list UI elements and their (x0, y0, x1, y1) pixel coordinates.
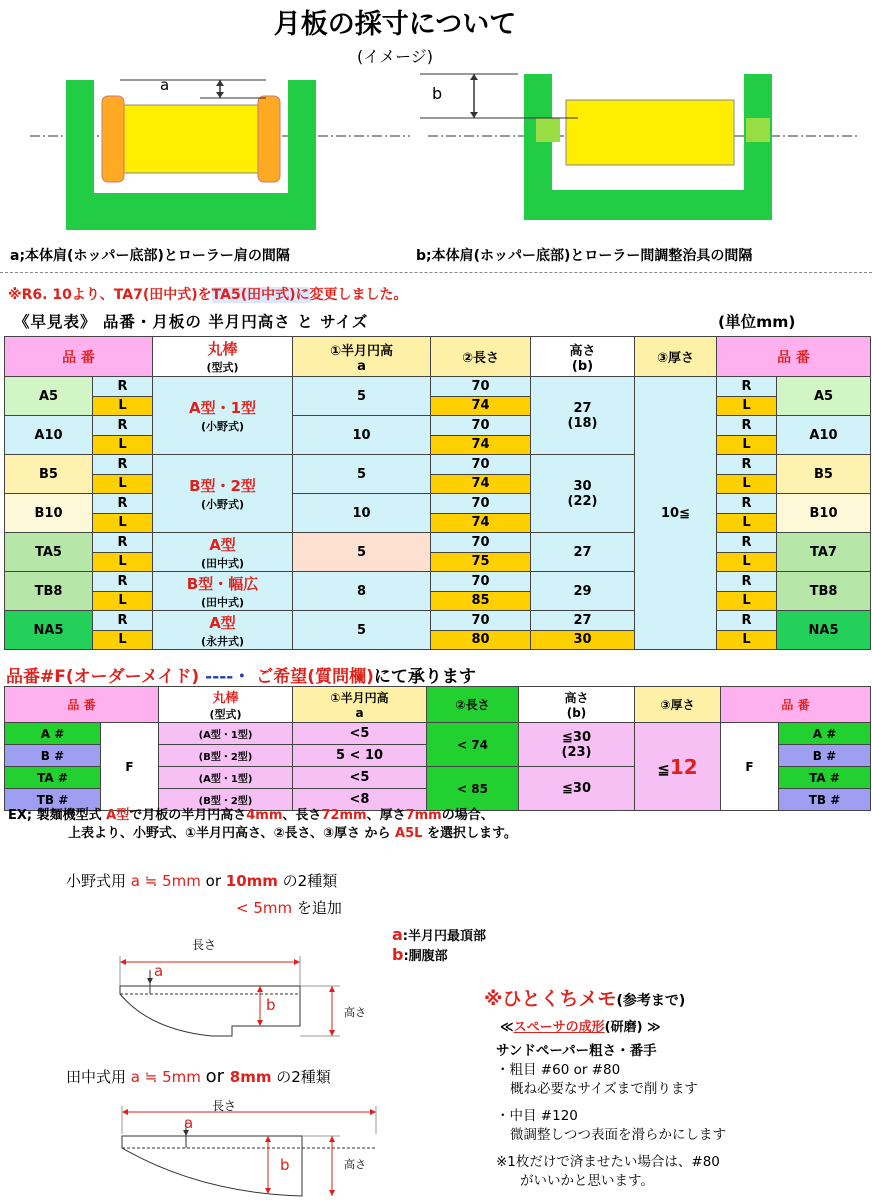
order-a: <5 (293, 767, 427, 789)
row-l-right: L (717, 474, 777, 494)
order-len1: < 74 (427, 723, 519, 767)
length-l: 74 (431, 396, 531, 416)
a-value: 5 (293, 455, 431, 494)
a-value: 5 (293, 611, 431, 650)
row-r: R (93, 572, 153, 592)
row-r-right: R (717, 533, 777, 553)
diagram-b-label: b (432, 84, 443, 103)
header-marubo: 丸棒 (型式) (153, 337, 293, 377)
order-header-hinban-right: 品 番 (721, 687, 871, 723)
fig2-length: 長さ (212, 1099, 237, 1113)
row-r: R (93, 533, 153, 553)
quick-table-title: 《早見表》 品番・月板の 半月円高さ と サイズ (14, 313, 369, 331)
row-name-right-ta7: TA7 (777, 533, 871, 572)
length-r: 70 (431, 611, 531, 631)
height-ab: 27 (18) (531, 377, 635, 455)
ono-line: 小野式用 a ≒ 5mm or 10mm の2種類 (66, 872, 338, 890)
row-l: L (93, 630, 153, 650)
order-name-tb: TB # (5, 789, 101, 811)
order-name-right-b: B # (779, 745, 871, 767)
row-l-right: L (717, 552, 777, 572)
order-header-takasa: 高さ (b) (519, 687, 635, 723)
fig1-b: b (266, 996, 276, 1014)
header-takasa: 高さ (b) (531, 337, 635, 377)
height-na-r: 27 (531, 611, 635, 631)
height-b: 30 (22) (531, 455, 635, 533)
a-value: 8 (293, 572, 431, 611)
row-name-right-b5: B5 (777, 455, 871, 494)
row-r: R (93, 377, 153, 397)
type-a1-ono: A型・1型 (小野式) (153, 377, 293, 455)
row-l: L (93, 552, 153, 572)
row-l-right: L (717, 630, 777, 650)
height-tb: 29 (531, 572, 635, 611)
fig2-a: a (184, 1114, 194, 1132)
header-hinban-right: 品 番 (717, 337, 871, 377)
row-name-right-tb8: TB8 (777, 572, 871, 611)
row-r: R (93, 611, 153, 631)
type-a-tanaka: A型 (田中式) (153, 533, 293, 572)
figure-tanaka (110, 1098, 400, 1198)
order-name-ta: TA # (5, 767, 101, 789)
memo-subtitle: ≪スペーサの成形(研磨) ≫ (500, 1020, 661, 1035)
row-l-right: L (717, 435, 777, 455)
row-name-a5: A5 (5, 377, 93, 416)
memo-title: ※ひとくちメモ(参考まで) (484, 988, 686, 1010)
length-r: 70 (431, 494, 531, 514)
order-title: 品番#F(オーダーメイド) ‐‐‐‐・ ご希望(質問欄)にて承ります (6, 667, 476, 687)
row-l-right: L (717, 396, 777, 416)
length-l: 75 (431, 552, 531, 572)
order-type: (B型・2型) (159, 745, 293, 767)
divider (0, 272, 872, 273)
unit-label: (単位mm) (718, 313, 796, 331)
row-name-tb8: TB8 (5, 572, 93, 611)
row-name-a10: A10 (5, 416, 93, 455)
row-r: R (93, 416, 153, 436)
example-text: EX; 製麺機型式 A型で月板の半月円高さ4mm、長さ72mm、厚さ7mmの場合、 上表より、小野式、①半月円高さ、②長さ、③厚さ から A5L を選択します。 (8, 808, 517, 841)
a-value: 10 (293, 416, 431, 455)
row-l: L (93, 513, 153, 533)
order-name-a: A # (5, 723, 101, 745)
height-na-l: 30 (531, 630, 635, 650)
page-title: 月板の採寸について (273, 9, 517, 40)
type-b2-ono: B型・2型 (小野式) (153, 455, 293, 533)
diagram-b (418, 60, 868, 240)
length-l: 80 (431, 630, 531, 650)
row-r: R (93, 494, 153, 514)
row-r-right: R (717, 416, 777, 436)
row-name-right-a5: A5 (777, 377, 871, 416)
order-len2: < 85 (427, 767, 519, 811)
caption-b: b;本体肩(ホッパー底部)とローラー間調整治具の間隔 (416, 248, 753, 264)
row-l-right: L (717, 513, 777, 533)
order-name-right-tb: TB # (779, 789, 871, 811)
diagram-a (0, 60, 420, 240)
row-l: L (93, 474, 153, 494)
length-l: 74 (431, 513, 531, 533)
order-table (4, 686, 871, 811)
fig2-height: 高さ (344, 1158, 366, 1171)
legend: a:半月円最頂部 b:胴腹部 (392, 925, 486, 964)
row-l-right: L (717, 591, 777, 611)
order-thickness: ≦12 (635, 723, 721, 811)
order-f: F (101, 723, 159, 811)
fig1-length: 長さ (192, 938, 217, 952)
row-name-right-b10: B10 (777, 494, 871, 533)
order-name-b: B # (5, 745, 101, 767)
row-r-right: R (717, 572, 777, 592)
length-r: 70 (431, 377, 531, 397)
ono-add: < 5mm を追加 (236, 899, 342, 917)
main-table (4, 336, 871, 650)
order-header-hinban: 品 番 (5, 687, 159, 723)
order-header-hangetsu: ①半月円高 a (293, 687, 427, 723)
row-r-right: R (717, 455, 777, 475)
order-name-right-a: A # (779, 723, 871, 745)
row-r: R (93, 455, 153, 475)
order-a: <8 (293, 789, 427, 811)
thickness-value: 10≦ (635, 377, 717, 650)
diagram-a-label: a (160, 76, 170, 94)
order-f-right: F (721, 723, 779, 811)
row-r-right: R (717, 494, 777, 514)
order-a: 5 < 10 (293, 745, 427, 767)
order-height1: ≦30 (23) (519, 723, 635, 767)
order-type: (B型・2型) (159, 789, 293, 811)
header-nagasa: ②長さ (431, 337, 531, 377)
length-r: 70 (431, 416, 531, 436)
length-l: 74 (431, 474, 531, 494)
order-type: (A型・1型) (159, 767, 293, 789)
a-value: 5 (293, 533, 431, 572)
order-name-right-ta: TA # (779, 767, 871, 789)
notice-text: ※R6. 10より、TA7(田中式)をTA5(田中式)に変更しました。 (8, 287, 408, 303)
row-name-b5: B5 (5, 455, 93, 494)
height-ta: 27 (531, 533, 635, 572)
row-l: L (93, 435, 153, 455)
row-name-right-na5: NA5 (777, 611, 871, 650)
fig1-a: a (154, 962, 164, 980)
caption-a: a;本体肩(ホッパー底部)とローラー肩の間隔 (10, 248, 290, 264)
tanaka-line: 田中式用 a ≒ 5mm or 8mm の2種類 (66, 1066, 331, 1087)
length-r: 70 (431, 572, 531, 592)
length-l: 74 (431, 435, 531, 455)
row-l: L (93, 396, 153, 416)
fig1-height: 高さ (344, 1006, 366, 1019)
header-atsusa: ③厚さ (635, 337, 717, 377)
order-a: <5 (293, 723, 427, 745)
page-subtitle: (イメージ) (356, 47, 433, 66)
order-header-nagasa: ②長さ (427, 687, 519, 723)
length-r: 70 (431, 455, 531, 475)
a-value: 10 (293, 494, 431, 533)
row-name-ta5: TA5 (5, 533, 93, 572)
memo-body: サンドペーパー粗さ・番手 ・粗目 #60 or #80 概ね必要なサイズまで削ります ・中目 #120 微調整しつつ表面を滑らかにします ※1枚だけで済ませたい場合は、#80 がいいかと思います。 (496, 1043, 726, 1189)
order-type: (A型・1型) (159, 723, 293, 745)
fig2-b: b (280, 1156, 290, 1174)
order-header-marubo: 丸棒 (型式) (159, 687, 293, 723)
row-l: L (93, 591, 153, 611)
a-value: 5 (293, 377, 431, 416)
type-b-wide-tanaka: B型・幅広 (田中式) (153, 572, 293, 611)
header-hangetsu: ①半月円高 a (293, 337, 431, 377)
row-name-b10: B10 (5, 494, 93, 533)
type-a-nagai: A型 (永井式) (153, 611, 293, 650)
row-name-right-a10: A10 (777, 416, 871, 455)
length-l: 85 (431, 591, 531, 611)
length-r: 70 (431, 533, 531, 553)
row-r-right: R (717, 377, 777, 397)
header-hinban: 品 番 (5, 337, 153, 377)
order-height2: ≦30 (519, 767, 635, 811)
order-header-atsusa: ③厚さ (635, 687, 721, 723)
row-name-na5: NA5 (5, 611, 93, 650)
row-r-right: R (717, 611, 777, 631)
